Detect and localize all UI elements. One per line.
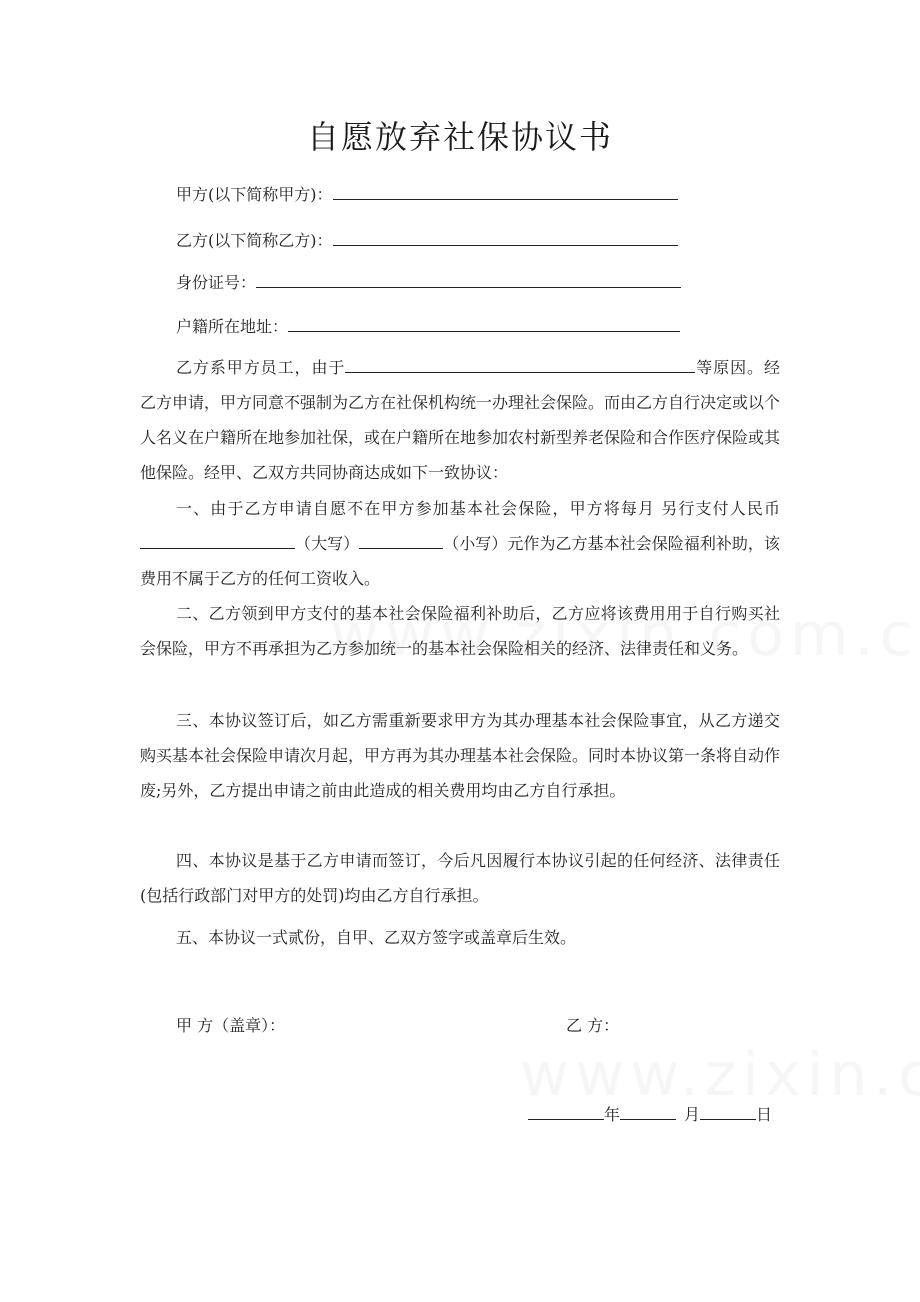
id-number-blank[interactable]: [256, 269, 681, 288]
signing-date: [528, 1101, 772, 1125]
clause-1-lead: 一、由于乙方申请自愿不在甲方参加基本社会保险，甲方将每月 另行支付人民币: [176, 499, 780, 518]
party-a-field: [176, 181, 678, 205]
party-b-signature-label: 乙 方：: [566, 1016, 620, 1035]
paragraph-clause-1: [140, 491, 780, 596]
intro-rest: 等原因。经乙方申请，甲方同意不强制为乙方在社保机构统一办理社会保险。而由乙方自行决定或以个人名义在户籍所在地参加社保，或在户籍所在地参加农村新型养老保险和合作医疗保险或其他保险。经甲、乙双方共同协商达成如下一致协议：: [140, 358, 781, 482]
id-number-field: [176, 269, 681, 293]
amount-lowercase-blank[interactable]: [359, 530, 443, 549]
party-b-field: [176, 227, 678, 251]
document-title: 自愿放弃社保协议书: [306, 118, 613, 156]
uppercase-label: （大写）: [295, 534, 360, 553]
household-address-blank[interactable]: [288, 313, 680, 332]
party-b-label: 乙方(以下简称乙方)：: [176, 231, 333, 250]
year-label: 年: [604, 1105, 621, 1124]
party-a-blank[interactable]: [333, 181, 678, 200]
paragraph-intro: [140, 350, 780, 490]
day-label: 日: [756, 1105, 773, 1124]
clause-1-tail: 元作为乙方基本社会保险福利补助，该费用不属于乙方的任何工资收入。: [140, 534, 780, 588]
paragraph-clause-3: 三、本协议签订后，如乙方需重新要求甲方为其办理基本社会保险事宜，从乙方递交购买基本社会保险申请次月起，甲方再为其办理基本社会保险。同时本协议第一条将自动作废;另外，乙方提出申请之前由此造成的相关费用均由乙方自行承担。: [140, 711, 781, 800]
watermark: [520, 1040, 920, 1110]
month-label: 月: [684, 1105, 701, 1124]
year-blank[interactable]: [528, 1101, 604, 1120]
paragraph-clause-4: 四、本协议是基于乙方申请而签订，今后凡因履行本协议引起的任何经济、法律责任(包括行政部门对甲方的处罚)均由乙方自行承担。: [140, 851, 780, 905]
party-a-signature-label: 甲 方（盖章）：: [176, 1016, 286, 1035]
household-address-label: 户籍所在地址：: [176, 317, 289, 336]
day-blank[interactable]: [700, 1101, 756, 1120]
reason-blank[interactable]: [345, 354, 695, 373]
paragraph-clause-5: 五、本协议一式贰份，自甲、乙双方签字或盖章后生效。: [176, 928, 577, 947]
party-b-blank[interactable]: [333, 227, 678, 246]
party-a-label: 甲方(以下简称甲方)：: [176, 185, 333, 204]
lowercase-label: （小写）: [443, 534, 508, 553]
id-number-label: 身份证号：: [176, 273, 257, 292]
amount-uppercase-blank[interactable]: [140, 530, 295, 549]
household-address-field: [176, 313, 680, 337]
paragraph-clause-2: 二、乙方领到甲方支付的基本社会保险福利补助后，乙方应将该费用用于自行购买社会保险，甲方不再承担为乙方参加统一的基本社会保险相关的经济、法律责任和义务。: [140, 604, 780, 658]
month-blank[interactable]: [620, 1101, 676, 1120]
intro-lead: 乙方系甲方员工，由于: [176, 358, 346, 377]
